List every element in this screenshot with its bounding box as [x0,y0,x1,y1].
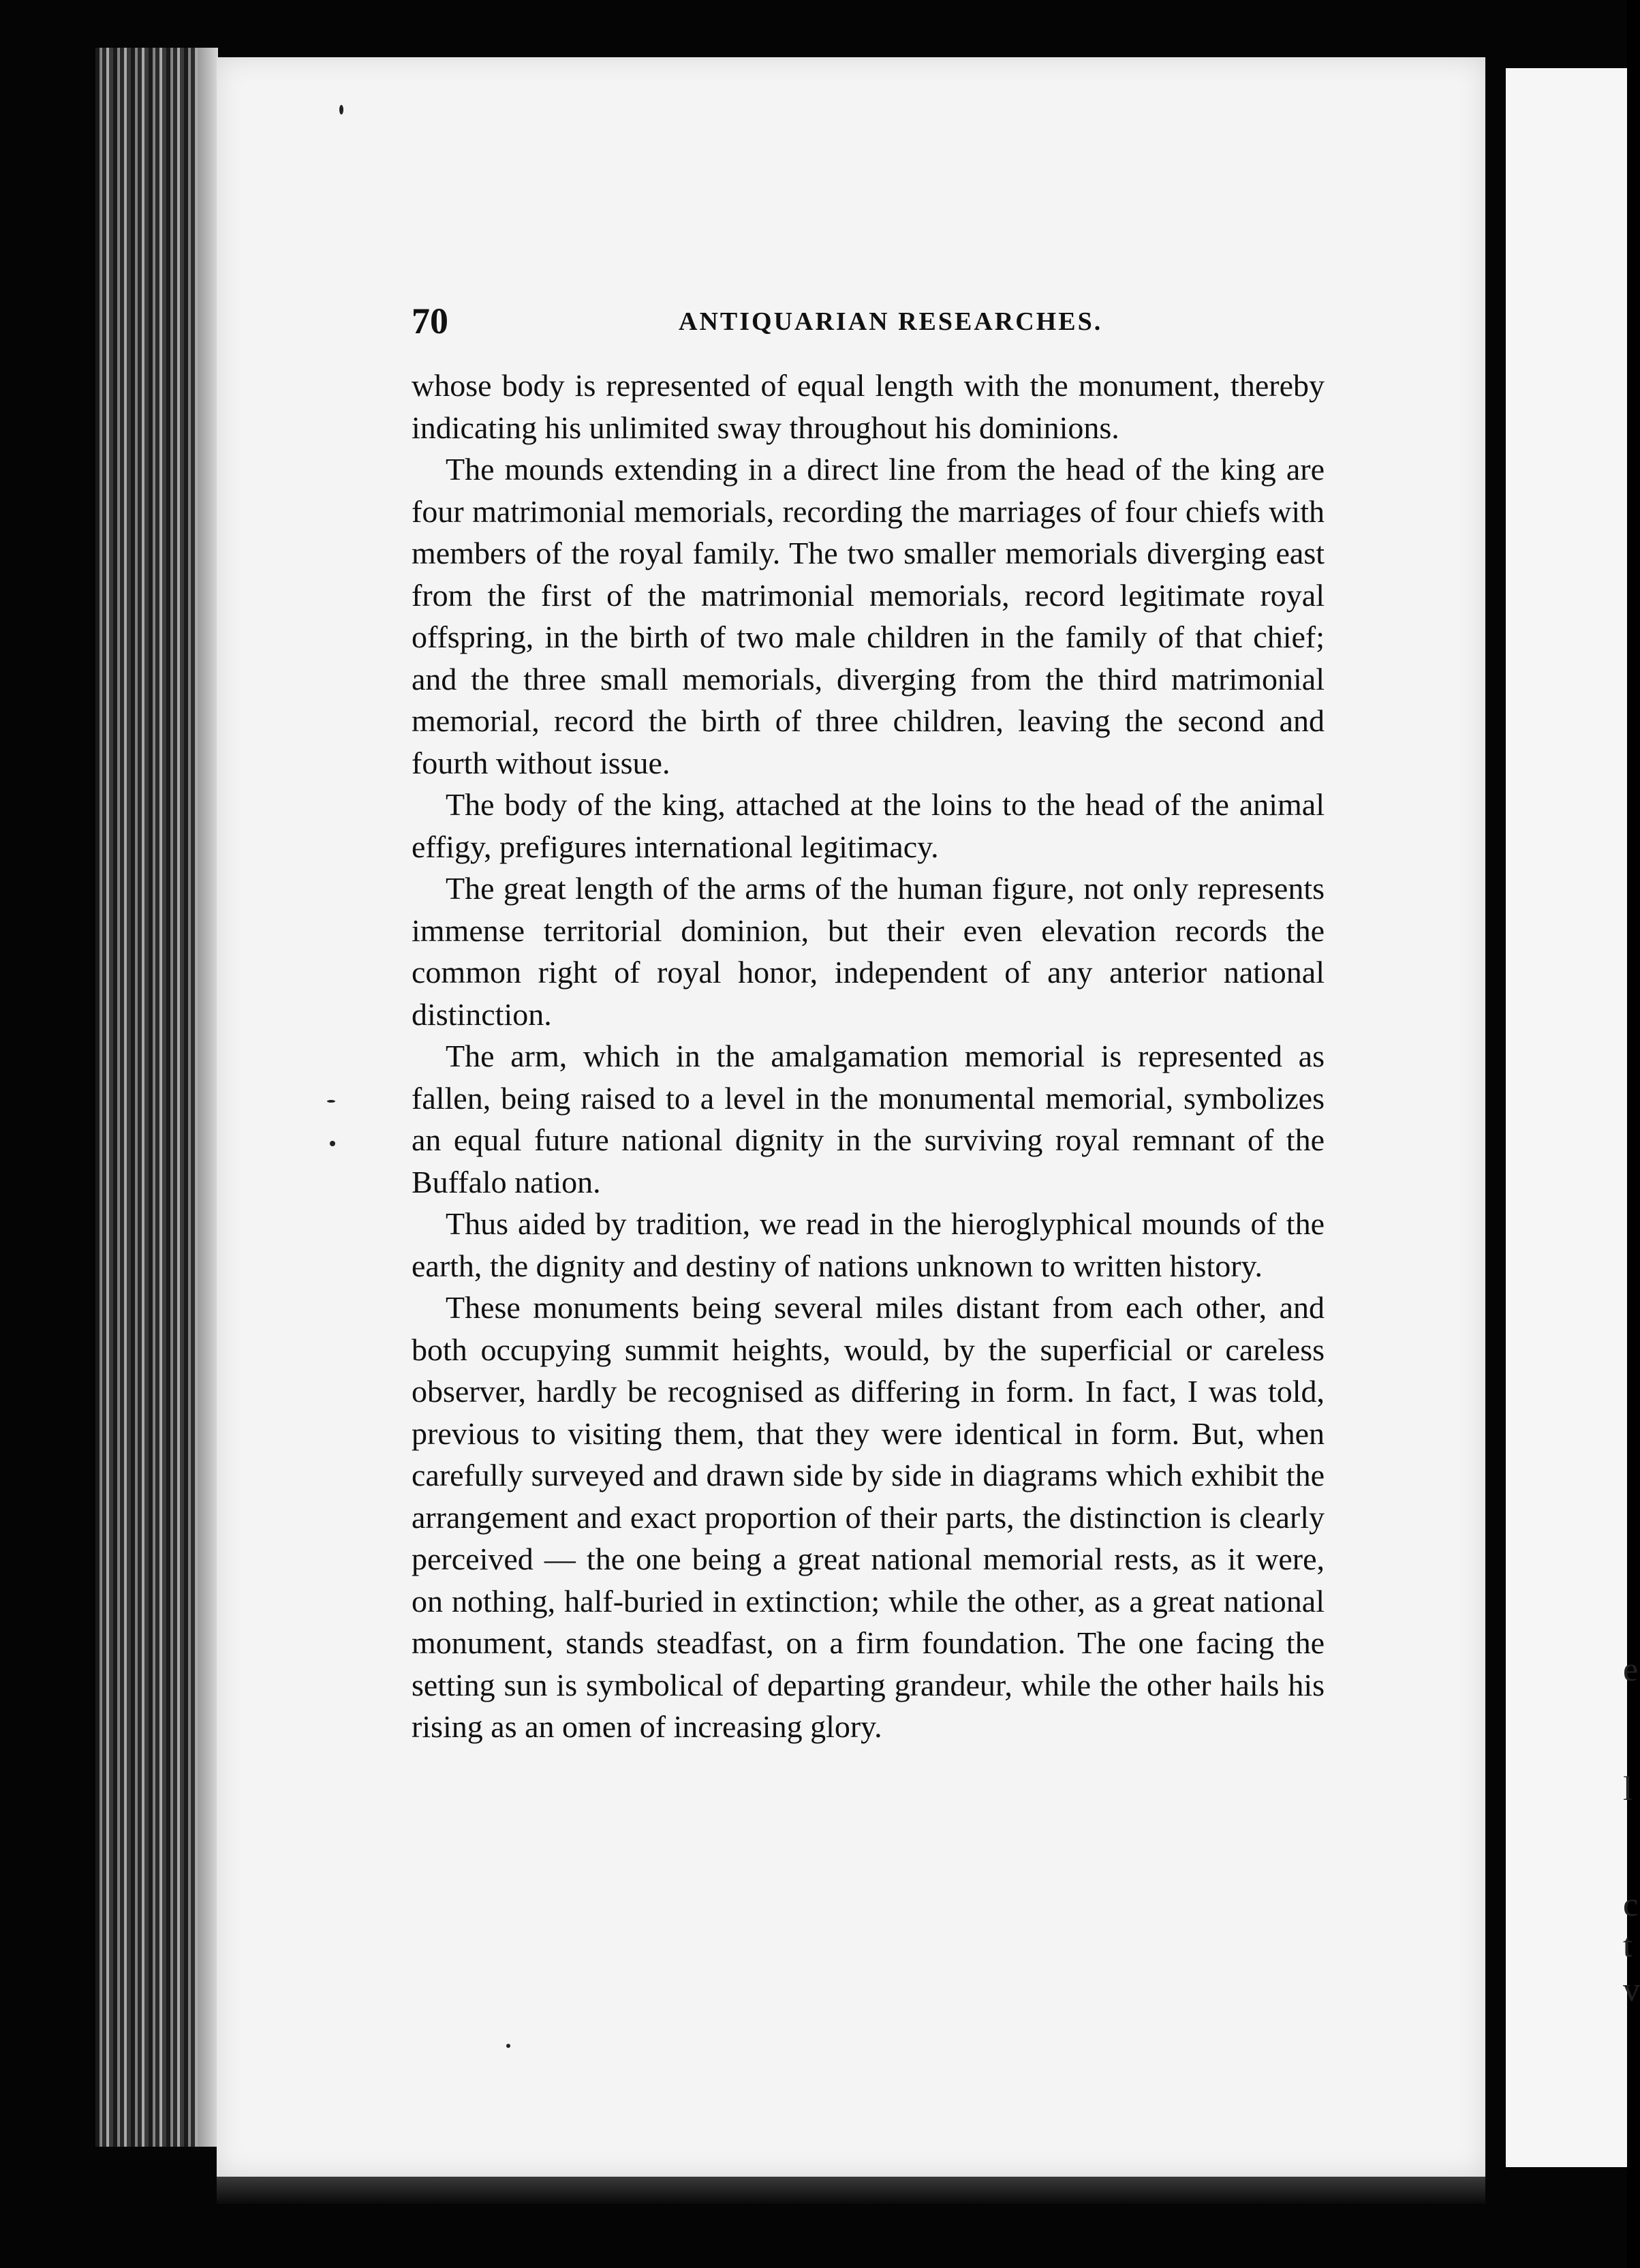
body-text [412,365,1325,1748]
page-edge-stack [95,48,218,2147]
dust-speck [339,105,343,114]
paragraph: Thus aided by tradition, we read in the hieroglyphical mounds of the earth, the dignity and destiny of nations unknown to written history. [412,1206,1325,1283]
page-number: 70 [412,301,448,341]
dust-speck [506,2044,510,2048]
facing-page-fragment: v [1623,1970,1640,2008]
dust-speck [327,1100,335,1103]
facing-page-fragment: c [1623,1885,1639,1923]
paragraph: The mounds extending in a direct line from the head of the king are four matrimonial memorials, recording the marriages of four chiefs with members of the royal family. The two smaller memorials diverging east from the first of the matrimonial memorials, record legitimate royal offspring, in the birth of two male children in the family of that chief; and the three small memorials, diverging from the third matrimonial memorial, record the birth of three children, leaving the second and fourth without issue. [412,452,1325,780]
running-head: ANTIQUARIAN RESEARCHES. [679,307,1103,336]
facing-page-fragment: t [1623,1926,1633,1964]
facing-page-fragment: e [1623,1650,1639,1688]
page-bottom-shadow [217,2177,1485,2204]
facing-page-fragment: l [1623,1769,1633,1807]
paragraph: The great length of the arms of the human figure, not only represents immense territorial dominion, but their even elevation records the common right of royal honor, independent of any anterior national distinction. [412,871,1325,1032]
facing-page-sliver [1506,68,1640,2167]
paragraph: The body of the king, attached at the loins to the head of the animal effigy, prefigures international legitimacy. [412,787,1325,864]
paragraph: whose body is represented of equal length with the monument, thereby indicating his unlimited sway throughout his dominions. [412,368,1325,445]
paragraph: The arm, which in the amalgamation memorial is represented as fallen, being raised to a level in the monumental memorial, symbolizes an equal future national dignity in the surviving royal remnant of the Buffalo nation. [412,1039,1325,1199]
dust-speck [330,1141,335,1146]
page-header [412,300,1325,348]
paragraph: These monuments being several miles distant from each other, and both occupying summit heights, would, by the superficial or careless observer, hardly be recognised as differing in form. In fact, I was told, previous to visiting them, that they were identical in form. But, when carefully surveyed and drawn side by side in diagrams which exhibit the arrangement and exact proportion of their parts, the distinction is clearly perceived — the one being a great national memorial rests, as it were, on nothing, half-buried in extinction; while the other, as a great national monument, stands steadfast, on a firm foundation. The one facing the setting sun is symbolical of departing grandeur, while the other hails his rising as an omen of increasing glory. [412,1290,1325,1744]
